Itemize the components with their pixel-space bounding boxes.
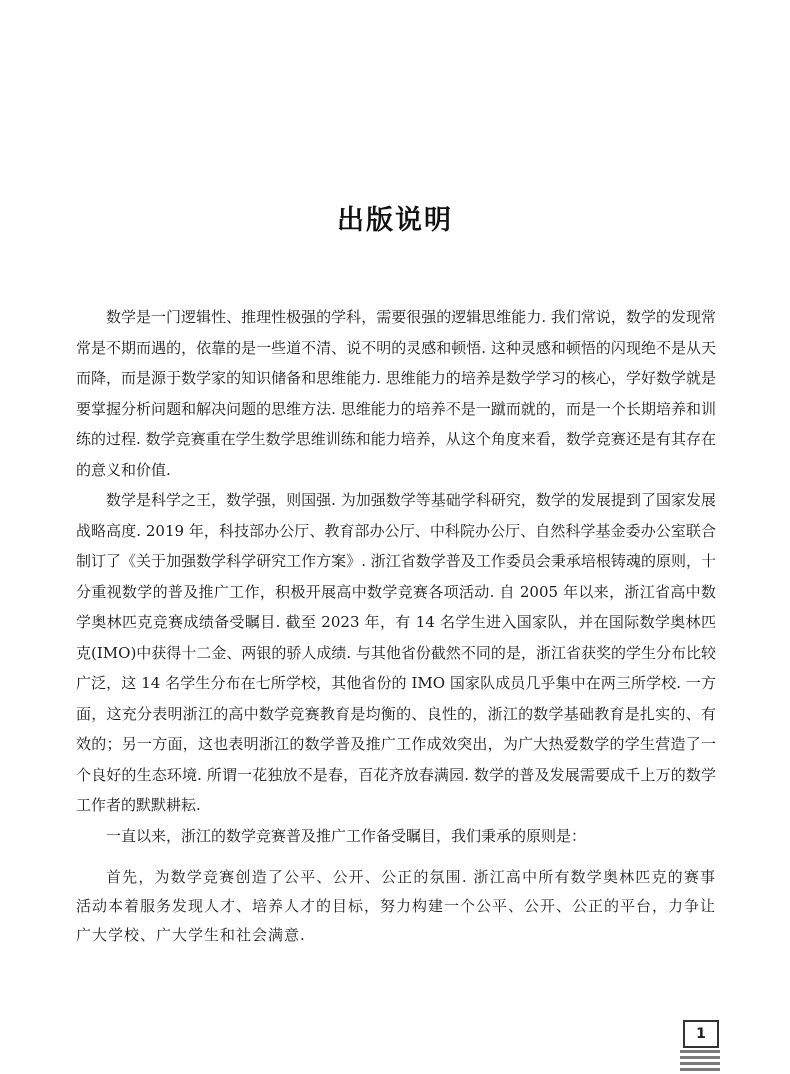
tab-stripe xyxy=(680,1056,720,1059)
paragraph-principle-first: 首先，为数学竞赛创造了公平、公开、公正的氛围. 浙江高中所有数学奥林匹克的赛事活动本着服务发现人才、培养人才的目标，努力构建一个公平、公开、公正的平台，力争让广大学校、广大学生和社会满意. xyxy=(76,868,717,944)
page-number-tab xyxy=(678,1020,722,1072)
body-text xyxy=(76,302,716,965)
page-title: 出版说明 xyxy=(337,205,453,237)
paragraph-math-strategy: 数学是科学之王，数学强，则国强. 为加强数学等基础学科研究，数学的发展提到了国家发展战略高度. 2019 年，科技部办公厅、教育部办公厅、中科院办公厅、自然科学基金委办公室联合制订了《关于加强数学科学研究工作方案》. 浙江省数学普及工作委员会秉承培根铸魂的原则，十分重视数学的普及推广工作，积极开展高中数学竞赛各项活动. 自 2005 年以来，浙江省高中数学奥林匹克竞赛成绩备受瞩目. 截至 2023 年，有 14 名学生进入国家队，并在国际数学奥林匹克(IMO)中获得十二金、两银的骄人成绩. 与其他省份截然不同的是，浙江省获奖的学生分布比较广泛，这 14 名学生分布在七所学校，其他省份的 IMO 国家队成员几乎集中在两三所学校. 一方面，这充分表明浙江的高中数学竞赛教育是均衡的、良性的，浙江的数学基础教育是扎实的、有效的；另一方面，这也表明浙江的数学普及推广工作成效突出，为广大热爱数学的学生营造了一个良好的生态环境. 所谓一花独放不是春，百花齐放春满园. 数学的普及发展需要成千上万的数学工作者的默默耕耘. xyxy=(76,491,716,814)
tab-stripe xyxy=(680,1068,720,1071)
paragraph-math-logic: 数学是一门逻辑性、推理性极强的学科，需要很强的逻辑思维能力. 我们常说，数学的发现常常是不期而遇的，依靠的是一些道不清、说不明的灵感和顿悟. 这种灵感和顿悟的闪现绝不是从天而降，而是源于数学家的知识储备和思维能力. 思维能力的培养是数学学习的核心，学好数学就是要掌握分析问题和解决问题的思维方法. 思维能力的培养不是一蹴而就的，而是一个长期培养和训练的过程. 数学竞赛重在学生数学思维训练和能力培养，从这个角度来看，数学竞赛还是有其存在的意义和价值. xyxy=(76,308,716,479)
tab-stripe xyxy=(680,1062,720,1065)
page-number: 1 xyxy=(683,1020,719,1048)
tab-stripe xyxy=(680,1050,720,1053)
page-tab-stripes xyxy=(680,1050,720,1074)
paragraph-principles-intro: 一直以来，浙江的数学竞赛普及推广工作备受瞩目，我们秉承的原则是： xyxy=(106,826,587,845)
